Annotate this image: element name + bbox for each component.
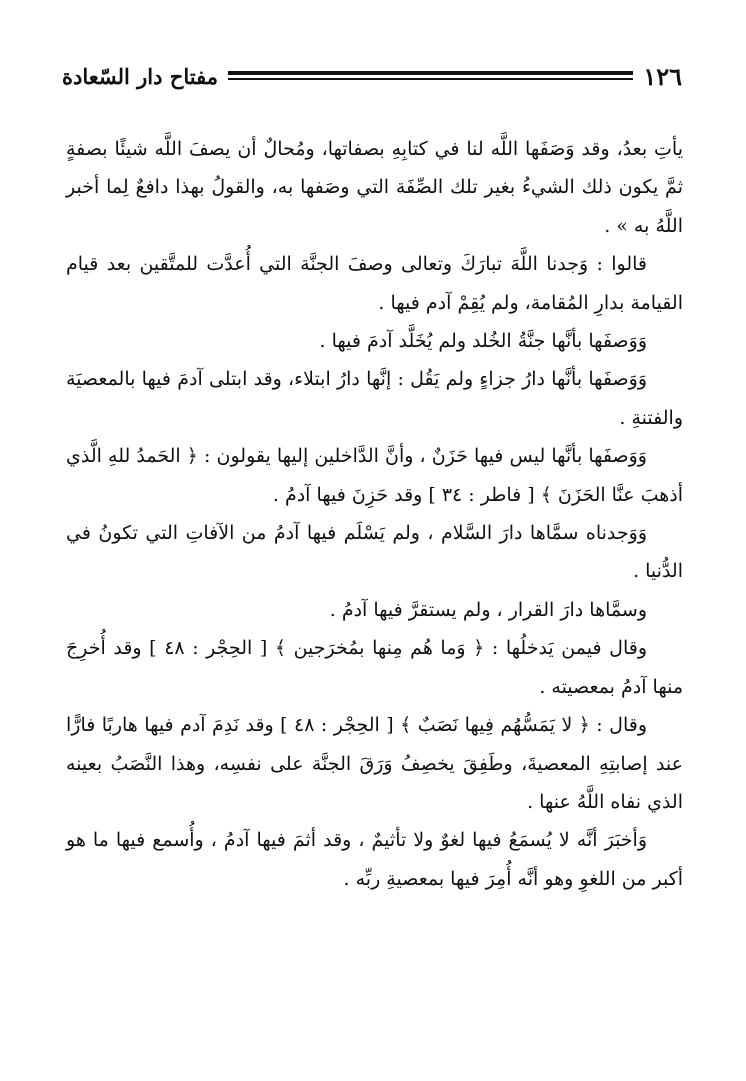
paragraph: وقال فيمن يَدخلُها : ﴿ وَما هُم مِنها بمُخرَجين ﴾ [ الحِجْر : ٤٨ ] وقد أُخرِجَ منها آدمُ بمعصيته . bbox=[66, 637, 683, 698]
paragraph: وَوَصفَها بأنَّها جنَّةُ الخُلد ولم يُخَلَّد آدمَ فيها . bbox=[319, 330, 647, 353]
body-text bbox=[66, 130, 683, 898]
paragraph: وقال : ﴿ لا يَمَسُّهُم فِيها نَصَبٌ ﴾ [ الحِجْر : ٤٨ ] وقد نَدِمَ آدم فيها هاربًا فارًّا عند إصابتِهِ المعصيةَ، وطَفِقَ يخصِفُ وَرَقَ الجنَّة على نفسِه، وهذا النَّصَبُ بعينه الذي نفاه اللَّهُ عنها . bbox=[66, 714, 683, 813]
paragraph: وَوَجدناه سمَّاها دارَ السَّلام ، ولم يَسْلَم فيها آدمُ من الآفاتِ التي تكونُ في الدُّنيا . bbox=[66, 522, 683, 583]
page-header bbox=[62, 56, 682, 96]
paragraph: وسمَّاها دارَ القرار ، ولم يستقرَّ فيها آدمُ . bbox=[329, 598, 647, 621]
paragraph: وَوَصفَها بأنَّها ليس فيها حَزَنٌ ، وأنَّ الدَّاخلين إليها يقولون : ﴿ الحَمدُ للهِ الَّذي أذهبَ عنَّا الحَزَنَ ﴾ [ فاطر : ٣٤ ] وقد حَزِنَ فيها آدمُ . bbox=[66, 445, 683, 506]
paragraph: قالوا : وَجدنا اللَّهَ تبارَكَ وتعالى وصفَ الجنَّة التي أُعدَّت للمتَّقين بعد قيام القيامة بدارِ المُقامة، ولم يُقِمْ آدم فيها . bbox=[66, 253, 683, 314]
book-title: مفتاح دار السّعادة bbox=[62, 63, 218, 89]
page-number: ١٢٦ bbox=[643, 61, 682, 91]
paragraph: وَوَصفَها بأنَّها دارُ جزاءٍ ولم يَقُل : إنَّها دارُ ابتلاء، وقد ابتلى آدمَ فيها بالمعصيَة والفتنةِ . bbox=[66, 368, 683, 429]
paragraph-continuation: يأتِ بعدُ، وقد وَصَفَها اللَّه لنا في كتابِهِ بصفاتها، ومُحالٌ أن يصفَ اللَّه شيئًا بصفةٍ ثمَّ يكون ذلك الشيءُ بغير تلك الصِّفَة التي وصَفها به، والقولُ بهذا دافعٌ لِما أخبر اللَّهُ به » . bbox=[66, 138, 683, 237]
header-rule bbox=[228, 70, 633, 82]
paragraph: وَأخبَرَ أنَّه لا يُسمَعُ فيها لغوٌ ولا تأثيمٌ ، وقد أثمَ فيها آدمُ ، وأُسمع فيها ما هو أكبر من اللغوِ وهو أنَّه أُمِرَ فيها بمعصيةِ ربِّه . bbox=[66, 829, 683, 890]
